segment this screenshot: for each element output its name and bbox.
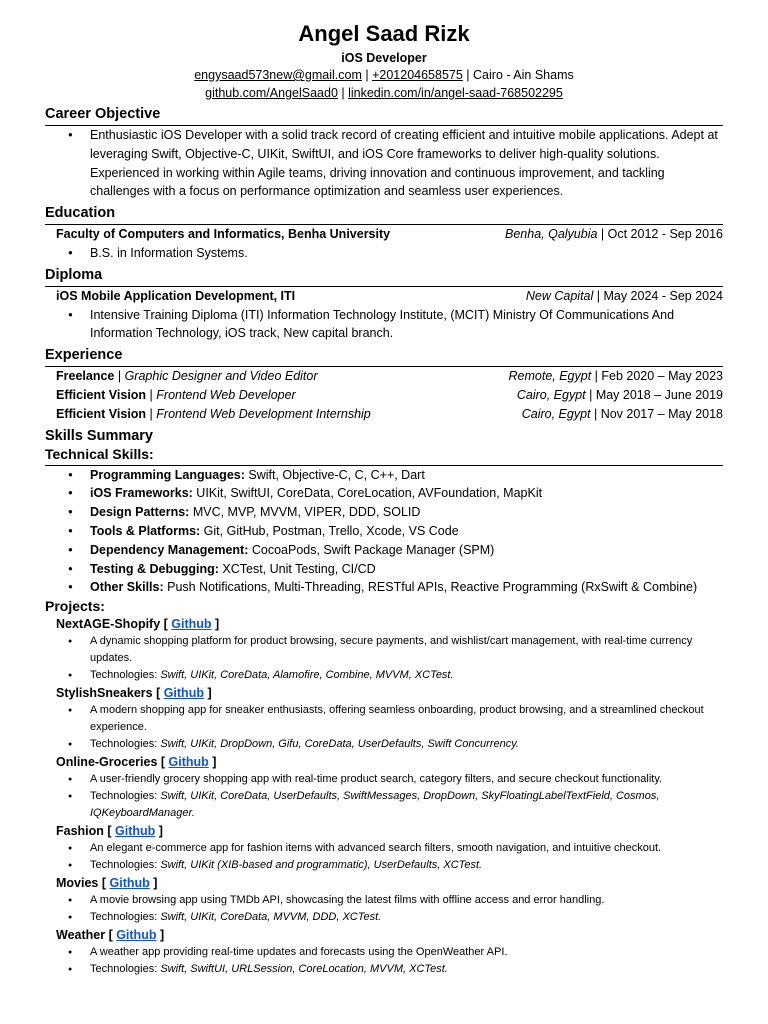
technologies-value: Swift, UIKit, CoreData, MVVM, DDD, XCTest. <box>160 911 382 924</box>
experience-org: Efficient Vision <box>56 387 147 402</box>
skill-value: XCTest, Unit Testing, CI/CD <box>218 561 376 576</box>
technologies-label: Technologies: <box>90 790 161 803</box>
bracket-open: [ <box>157 755 169 770</box>
project-description: ● A user-friendly grocery shopping app with real-time product search, category filters, and secure checkout functionality. <box>45 771 723 788</box>
experience-row <box>45 405 723 424</box>
experience-row <box>45 386 723 405</box>
contact-line-2 <box>45 84 723 102</box>
experience-separator: | <box>114 369 125 384</box>
bracket-close: ] <box>203 686 212 701</box>
skill-label: Tools & Platforms: <box>90 523 201 538</box>
bracket-open: [ <box>105 928 117 943</box>
education-place: Benha, Qalyubia <box>505 227 598 242</box>
phone-link[interactable]: +201204658575 <box>372 68 463 82</box>
project-description: ● A dynamic shopping platform for product browsing, secure payments, and wishlist/cart management, with real-time currency updates. <box>45 633 723 667</box>
education-dates: | Oct 2012 - Sep 2016 <box>597 227 723 242</box>
skill-value: Git, GitHub, Postman, Trello, Xcode, VS Code <box>200 523 459 538</box>
project-github-link[interactable]: Github <box>168 755 209 770</box>
skill-item <box>45 466 723 485</box>
skill-item <box>45 484 723 503</box>
career-objective-heading: Career Objective <box>45 106 161 122</box>
project-description: ● A modern shopping app for sneaker enthusiasts, offering seamless onboarding, product browsing, and a streamlined checkout experience. <box>45 702 723 736</box>
skill-value: UIKit, SwiftUI, CoreData, CoreLocation, AVFoundation, MapKit <box>192 486 543 501</box>
bracket-close: ] <box>155 824 163 839</box>
diploma-name: iOS Mobile Application Development, ITI <box>56 288 296 303</box>
project-title <box>45 616 723 633</box>
career-objective-text: ● Enthusiastic iOS Developer with a solid track record of creating efficient and intuitive mobile applications. Adept at leveraging Swift, Objective-C, UIKit, SwiftUI, and iOS Core frameworks to deliver high-quality solutions. Experienced in working within Agile teams, driving innovation and continuous improvement, and tackling challenges with a focus on performance optimization and seamless user experiences. <box>45 126 723 201</box>
skill-value: CocoaPods, Swift Package Manager (SPM) <box>248 542 495 557</box>
project-details <box>45 892 723 926</box>
skill-label: iOS Frameworks: <box>90 486 193 501</box>
technologies-label: Technologies: <box>90 669 161 682</box>
contact-separator: | <box>337 86 349 100</box>
diploma-place: New Capital <box>525 288 594 303</box>
project-details <box>45 944 723 978</box>
experience-role: Graphic Designer and Video Editor <box>124 369 318 384</box>
skill-label: Dependency Management: <box>90 542 249 557</box>
project-description: ● A weather app providing real-time updates and forecasts using the OpenWeather API. <box>45 944 723 961</box>
project-github-link[interactable]: Github <box>171 617 212 632</box>
experience-org: Efficient Vision <box>56 406 147 421</box>
experience-dates: | May 2018 – June 2019 <box>585 387 723 402</box>
technologies-value: Swift, UIKit, DropDown, Gifu, CoreData, UserDefaults, Swift Concurrency. <box>160 738 519 751</box>
email-link[interactable]: engysaad573new@gmail.com <box>194 68 362 82</box>
experience-place: Remote, Egypt <box>508 369 592 384</box>
project-title <box>45 875 723 892</box>
skill-label: Programming Languages: <box>90 467 245 482</box>
experience-place: Cairo, Egypt <box>521 406 591 421</box>
technical-skills-heading: Technical Skills: <box>45 445 154 462</box>
project-github-link[interactable]: Github <box>163 686 204 701</box>
project-description: ● An elegant e-commerce app for fashion items with advanced search filters, smooth navigation, and intuitive checkout. <box>45 840 723 857</box>
experience-separator: | <box>146 387 157 402</box>
project-technologies <box>45 667 723 684</box>
project-github-link[interactable]: Github <box>109 876 150 891</box>
technologies-label: Technologies: <box>90 738 161 751</box>
project-title <box>45 754 723 771</box>
education-degree: ● B.S. in Information Systems. <box>45 244 723 263</box>
skill-item <box>45 503 723 522</box>
skill-label: Design Patterns: <box>90 505 190 520</box>
project-details <box>45 771 723 822</box>
experience-role: Frontend Web Developer <box>156 387 296 402</box>
linkedin-profile-link[interactable]: linkedin.com/in/angel-saad-768502295 <box>348 86 563 100</box>
project-description: ● A movie browsing app using TMDb API, showcasing the latest films with offline access and error handling. <box>45 892 723 909</box>
bracket-open: [ <box>98 876 110 891</box>
project-name: Weather <box>56 928 106 943</box>
project-name: Online-Groceries <box>56 755 158 770</box>
project-title <box>45 823 723 840</box>
skills-heading: Skills Summary <box>45 427 153 444</box>
project-technologies <box>45 788 723 822</box>
technologies-value: Swift, UIKit, CoreData, Alamofire, Combine, MVVM, XCTest. <box>160 669 454 682</box>
project-technologies <box>45 909 723 926</box>
projects-heading: Projects: <box>45 598 105 615</box>
diploma-details <box>45 306 723 344</box>
project-github-link[interactable]: Github <box>116 928 157 943</box>
project-details <box>45 633 723 684</box>
bracket-open: [ <box>152 686 164 701</box>
skill-item <box>45 560 723 579</box>
skill-item <box>45 578 723 597</box>
skill-value: MVC, MVP, MVVM, VIPER, DDD, SOLID <box>189 505 421 520</box>
experience-org: Freelance <box>56 369 115 384</box>
experience-row <box>45 367 723 386</box>
resume-role: iOS Developer <box>341 51 427 65</box>
career-objective-list <box>45 126 723 201</box>
diploma-heading: Diploma <box>45 266 103 283</box>
project-technologies <box>45 736 723 753</box>
bracket-close: ] <box>149 876 158 891</box>
education-heading: Education <box>45 205 116 222</box>
diploma-row <box>45 287 723 306</box>
experience-heading: Experience <box>45 347 123 364</box>
bracket-open: [ <box>103 824 116 839</box>
technologies-label: Technologies: <box>90 963 161 976</box>
project-details <box>45 702 723 753</box>
technologies-label: Technologies: <box>90 911 161 924</box>
skill-label: Other Skills: <box>90 580 164 595</box>
project-title <box>45 927 723 944</box>
experience-place: Cairo, Egypt <box>516 387 586 402</box>
project-title <box>45 685 723 702</box>
diploma-dates: | May 2024 - Sep 2024 <box>593 288 723 303</box>
technologies-label: Technologies: <box>90 859 161 872</box>
skill-label: Testing & Debugging: <box>90 561 219 576</box>
project-name: Movies <box>56 876 99 891</box>
project-details <box>45 840 723 874</box>
resume-page <box>45 20 723 978</box>
skill-item <box>45 541 723 560</box>
resume-name: Angel Saad Rizk <box>298 21 470 46</box>
skill-value: Swift, Objective-C, C, C++, Dart <box>244 467 425 482</box>
bracket-close: ] <box>156 928 165 943</box>
contact-line-1 <box>45 66 723 84</box>
project-name: StylishSneakers <box>56 686 153 701</box>
skill-value: Push Notifications, Multi-Threading, RESTful APIs, Reactive Programming (RxSwift & Combine) <box>163 580 698 595</box>
github-profile-link[interactable]: github.com/AngelSaad0 <box>205 86 338 100</box>
bracket-close: ] <box>211 617 220 632</box>
experience-dates: | Nov 2017 – May 2018 <box>590 406 723 421</box>
project-technologies <box>45 961 723 978</box>
experience-separator: | <box>146 406 157 421</box>
skill-item <box>45 522 723 541</box>
project-technologies <box>45 857 723 874</box>
experience-role: Frontend Web Development Internship <box>156 406 371 421</box>
education-school: Faculty of Computers and Informatics, Benha University <box>56 227 391 242</box>
technologies-value: Swift, UIKit, CoreData, UserDefaults, SwiftMessages, DropDown, SkyFloatingLabelTextField, Cosmos, IQKeyboardManager. <box>90 790 660 820</box>
project-name: Fashion <box>56 824 104 839</box>
location-text: | Cairo - Ain Shams <box>462 68 574 82</box>
project-name: NextAGE-Shopify <box>56 617 161 632</box>
technologies-value: Swift, UIKit (XIB-based and programmatic), UserDefaults, XCTest. <box>160 859 483 872</box>
skills-list <box>45 466 723 598</box>
education-details <box>45 244 723 263</box>
contact-separator: | <box>361 68 373 82</box>
diploma-description: ● Intensive Training Diploma (ITI) Information Technology Institute, (MCIT) Ministry Of Communications And Information Technology, iOS track, New capital branch. <box>45 306 723 344</box>
experience-dates: | Feb 2020 – May 2023 <box>591 369 723 384</box>
bracket-close: ] <box>208 755 217 770</box>
technologies-value: Swift, SwiftUI, URLSession, CoreLocation, MVVM, XCTest. <box>160 963 448 976</box>
project-github-link[interactable]: Github <box>115 824 156 839</box>
education-row <box>45 225 723 244</box>
bracket-open: [ <box>160 617 172 632</box>
